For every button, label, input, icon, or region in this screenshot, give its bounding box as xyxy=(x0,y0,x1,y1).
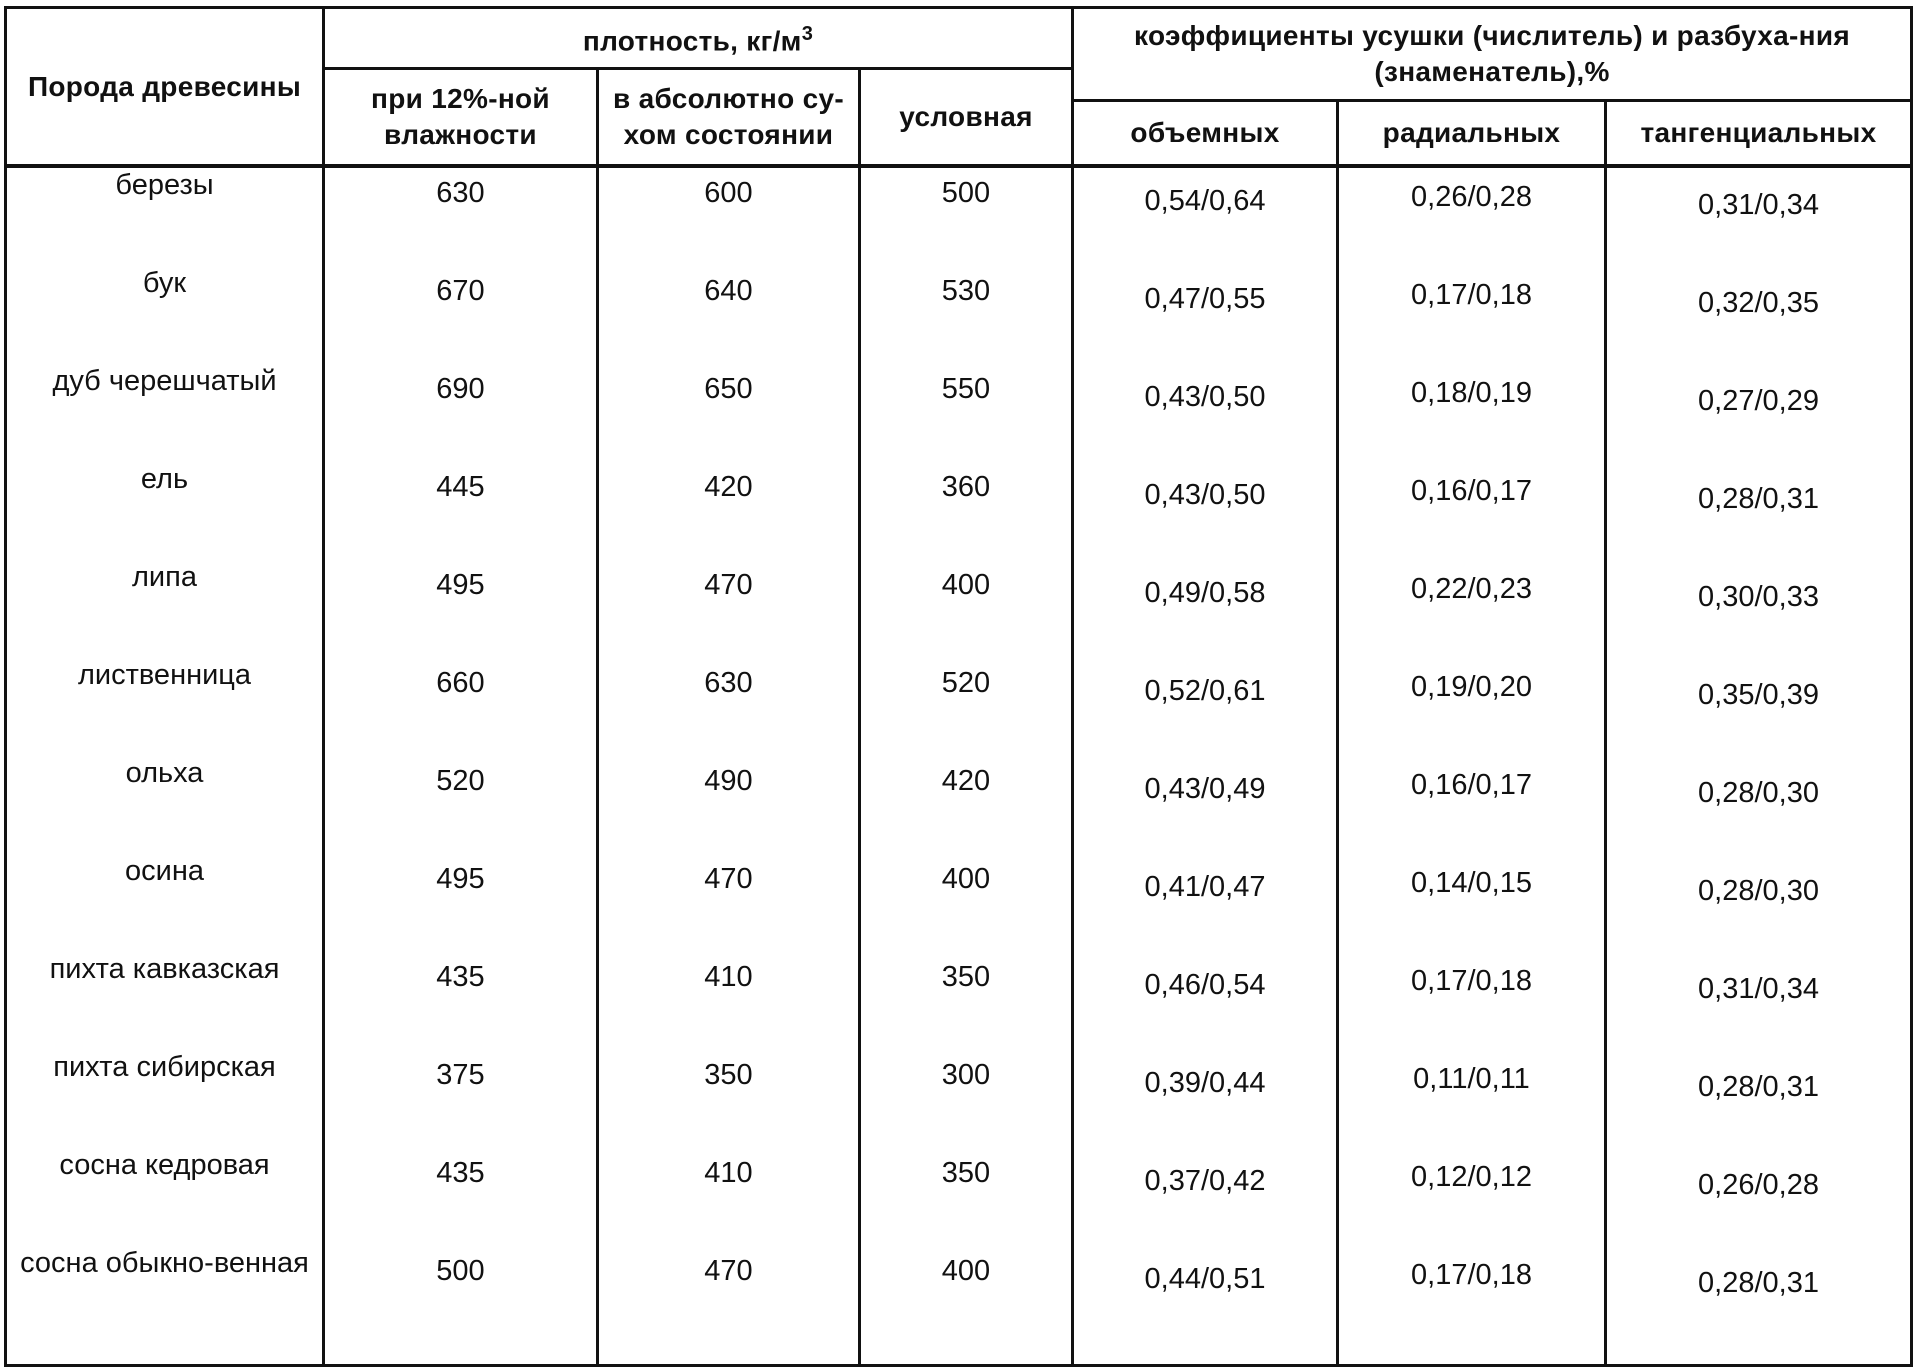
cell-coef-volumetric: 0,44/0,51 xyxy=(1073,1246,1338,1366)
cell-density-12: 495 xyxy=(324,560,598,658)
table-row xyxy=(6,756,1912,854)
cell-coef-tangential: 0,28/0,31 xyxy=(1606,1246,1912,1366)
cell-coef-volumetric: 0,39/0,44 xyxy=(1073,1050,1338,1148)
cell-coef-radial: 0,16/0,17 xyxy=(1338,462,1606,560)
cell-species: ель xyxy=(6,462,324,560)
header-density-unit-superscript: 3 xyxy=(801,23,814,46)
cell-species: ольха xyxy=(6,756,324,854)
cell-coef-tangential: 0,28/0,31 xyxy=(1606,462,1912,560)
cell-density-absolute: 410 xyxy=(598,952,860,1050)
cell-coef-volumetric: 0,54/0,64 xyxy=(1073,166,1338,266)
cell-coef-radial: 0,17/0,18 xyxy=(1338,1246,1606,1366)
cell-species: бук xyxy=(6,266,324,364)
table-row xyxy=(6,364,1912,462)
cell-density-absolute: 650 xyxy=(598,364,860,462)
cell-density-conditional: 400 xyxy=(860,560,1073,658)
cell-species: сосна кедровая xyxy=(6,1148,324,1246)
cell-species: пихта кавказская xyxy=(6,952,324,1050)
cell-species: пихта сибирская xyxy=(6,1050,324,1148)
cell-density-conditional: 420 xyxy=(860,756,1073,854)
cell-density-12: 435 xyxy=(324,1148,598,1246)
cell-density-12: 500 xyxy=(324,1246,598,1366)
header-coef-volumetric: объемных xyxy=(1073,101,1338,167)
header-density-12: при 12%-ной влажности xyxy=(324,69,598,167)
cell-density-conditional: 530 xyxy=(860,266,1073,364)
cell-coef-volumetric: 0,46/0,54 xyxy=(1073,952,1338,1050)
cell-density-conditional: 350 xyxy=(860,952,1073,1050)
cell-coef-tangential: 0,28/0,31 xyxy=(1606,1050,1912,1148)
cell-density-conditional: 520 xyxy=(860,658,1073,756)
cell-coef-volumetric: 0,43/0,50 xyxy=(1073,364,1338,462)
cell-density-12: 660 xyxy=(324,658,598,756)
table-row xyxy=(6,952,1912,1050)
cell-coef-volumetric: 0,37/0,42 xyxy=(1073,1148,1338,1246)
cell-density-12: 690 xyxy=(324,364,598,462)
cell-coef-radial: 0,26/0,28 xyxy=(1338,166,1606,266)
cell-coef-radial: 0,18/0,19 xyxy=(1338,364,1606,462)
wood-properties-table xyxy=(4,6,1913,1367)
cell-coef-tangential: 0,30/0,33 xyxy=(1606,560,1912,658)
cell-coef-tangential: 0,26/0,28 xyxy=(1606,1148,1912,1246)
cell-coef-volumetric: 0,47/0,55 xyxy=(1073,266,1338,364)
cell-coef-radial: 0,16/0,17 xyxy=(1338,756,1606,854)
header-density-absolute: в абсолютно су-хом состоянии xyxy=(598,69,860,167)
cell-coef-volumetric: 0,41/0,47 xyxy=(1073,854,1338,952)
cell-density-12: 630 xyxy=(324,166,598,266)
cell-coef-volumetric: 0,43/0,49 xyxy=(1073,756,1338,854)
cell-density-absolute: 350 xyxy=(598,1050,860,1148)
cell-density-absolute: 420 xyxy=(598,462,860,560)
cell-density-absolute: 640 xyxy=(598,266,860,364)
table-body xyxy=(6,166,1912,1366)
header-coefficients-group: коэффициенты усушки (числитель) и разбуха-ния (знаменатель),% xyxy=(1073,8,1912,101)
table-row xyxy=(6,266,1912,364)
cell-density-absolute: 630 xyxy=(598,658,860,756)
cell-coef-tangential: 0,31/0,34 xyxy=(1606,166,1912,266)
header-density-group xyxy=(324,8,1073,69)
table-row xyxy=(6,166,1912,266)
cell-density-12: 520 xyxy=(324,756,598,854)
cell-coef-radial: 0,22/0,23 xyxy=(1338,560,1606,658)
cell-density-12: 495 xyxy=(324,854,598,952)
cell-coef-radial: 0,17/0,18 xyxy=(1338,952,1606,1050)
cell-density-12: 435 xyxy=(324,952,598,1050)
cell-coef-tangential: 0,32/0,35 xyxy=(1606,266,1912,364)
cell-species: осина xyxy=(6,854,324,952)
cell-species: березы xyxy=(6,166,324,266)
cell-coef-radial: 0,12/0,12 xyxy=(1338,1148,1606,1246)
header-species: Порода древесины xyxy=(6,8,324,167)
cell-species: дуб черешчатый xyxy=(6,364,324,462)
cell-coef-tangential: 0,35/0,39 xyxy=(1606,658,1912,756)
cell-density-conditional: 300 xyxy=(860,1050,1073,1148)
cell-coef-radial: 0,14/0,15 xyxy=(1338,854,1606,952)
cell-density-conditional: 400 xyxy=(860,1246,1073,1366)
cell-coef-tangential: 0,28/0,30 xyxy=(1606,854,1912,952)
cell-density-absolute: 490 xyxy=(598,756,860,854)
cell-coef-volumetric: 0,43/0,50 xyxy=(1073,462,1338,560)
cell-density-12: 375 xyxy=(324,1050,598,1148)
header-density-group-label: плотность, кг/м xyxy=(582,25,802,57)
cell-species: липа xyxy=(6,560,324,658)
table-row xyxy=(6,462,1912,560)
table-row xyxy=(6,1148,1912,1246)
cell-coef-tangential: 0,28/0,30 xyxy=(1606,756,1912,854)
cell-density-absolute: 470 xyxy=(598,560,860,658)
cell-density-conditional: 350 xyxy=(860,1148,1073,1246)
cell-density-conditional: 400 xyxy=(860,854,1073,952)
cell-coef-volumetric: 0,52/0,61 xyxy=(1073,658,1338,756)
cell-species: лиственница xyxy=(6,658,324,756)
table-row xyxy=(6,1050,1912,1148)
cell-coef-radial: 0,17/0,18 xyxy=(1338,266,1606,364)
cell-density-absolute: 600 xyxy=(598,166,860,266)
table-row xyxy=(6,1246,1912,1366)
cell-coef-tangential: 0,27/0,29 xyxy=(1606,364,1912,462)
cell-density-absolute: 410 xyxy=(598,1148,860,1246)
table-row xyxy=(6,854,1912,952)
cell-density-absolute: 470 xyxy=(598,854,860,952)
cell-coef-tangential: 0,31/0,34 xyxy=(1606,952,1912,1050)
cell-species: сосна обыкно-венная xyxy=(6,1246,324,1366)
header-coef-radial: радиальных xyxy=(1338,101,1606,167)
cell-density-absolute: 470 xyxy=(598,1246,860,1366)
header-coef-tangential: тангенциальных xyxy=(1606,101,1912,167)
cell-density-conditional: 360 xyxy=(860,462,1073,560)
table-row xyxy=(6,658,1912,756)
cell-density-conditional: 500 xyxy=(860,166,1073,266)
cell-coef-radial: 0,11/0,11 xyxy=(1338,1050,1606,1148)
cell-density-12: 445 xyxy=(324,462,598,560)
table-row xyxy=(6,560,1912,658)
cell-coef-volumetric: 0,49/0,58 xyxy=(1073,560,1338,658)
table-header xyxy=(6,8,1912,167)
cell-density-12: 670 xyxy=(324,266,598,364)
cell-coef-radial: 0,19/0,20 xyxy=(1338,658,1606,756)
header-density-conditional: условная xyxy=(860,69,1073,167)
cell-density-conditional: 550 xyxy=(860,364,1073,462)
